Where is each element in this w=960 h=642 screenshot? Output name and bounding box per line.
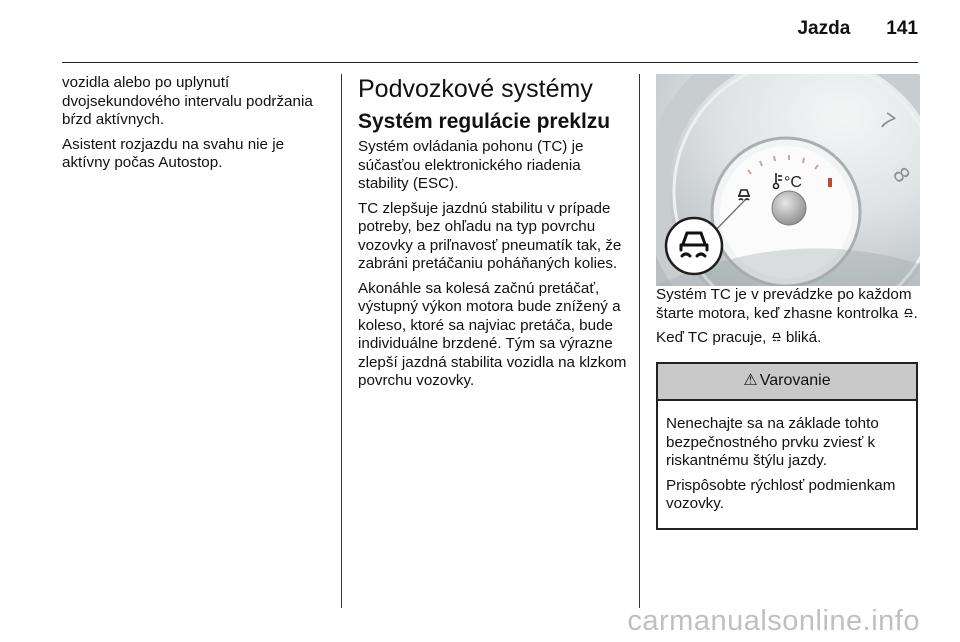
warning-icon: ⚠ xyxy=(743,371,758,389)
paragraph-text: Keď TC pracuje, xyxy=(656,329,767,346)
paragraph: Asistent rozjazdu na svahu nie je aktívny počas Autostop. xyxy=(62,135,285,171)
column-3 xyxy=(656,74,922,530)
caption-end: . xyxy=(913,304,918,322)
traction-control-icon xyxy=(903,308,914,319)
paragraph: vozidla alebo po uplynutí dvojsekundového intervalu podržania bŕzd aktívnych. xyxy=(62,74,313,128)
warning-paragraph: Nenechajte sa na základe tohto bezpečnostného prvku zviesť k riskantnému štýlu jazdy. xyxy=(666,415,879,469)
paragraph-text: bliká. xyxy=(785,329,822,346)
traction-control-icon xyxy=(771,332,782,343)
warning-title: Varovanie xyxy=(759,371,831,389)
gauge-unit-label: °C xyxy=(784,174,802,191)
column-divider-1 xyxy=(341,74,342,608)
paragraph: Akonáhle sa kolesá začnú pretáčať, výstupný výkon motora bude znížený a koleso, ktoré sa najviac pretáča, bude individuálne brzdené. Tým sa výrazne zlepší jazdná stabilita vozidla na klzkom povrchu vozovky. xyxy=(358,279,627,389)
column-divider-2 xyxy=(639,74,640,608)
dial-number-8: 8 xyxy=(887,162,916,187)
page-header xyxy=(797,18,918,40)
warning-paragraph: Prispôsobte rýchlosť podmienkam vozovky. xyxy=(666,476,896,512)
warning-body xyxy=(658,401,916,528)
paragraph xyxy=(656,329,922,348)
section-title: Jazda xyxy=(797,18,851,39)
page-number: 141 xyxy=(886,18,918,39)
column-2 xyxy=(358,74,628,397)
subsection-heading: Systém regulácie preklzu xyxy=(358,110,611,133)
column-1 xyxy=(62,74,332,179)
paragraph: TC zlepšuje jazdnú stabilitu v prípade potreby, bez ohľadu na typ povrchu vozovky a priľnavosť pneumatík tak, že zabráni pretáčaniu poháňaných kolies. xyxy=(358,199,622,272)
section-heading: Podvozkové systémy xyxy=(358,75,593,103)
dashboard-illustration xyxy=(656,74,920,286)
caption-text: Systém TC je v prevádzke po každom štarte motora, keď zhasne kontrolka xyxy=(656,286,912,322)
caption xyxy=(656,286,922,323)
header-rule xyxy=(62,62,918,63)
paragraph: Systém ovládania pohonu (TC) je súčasťou elektronického riadenia stability (ESC). xyxy=(358,138,584,192)
warning-box xyxy=(656,362,918,530)
dial-number-7: 7 xyxy=(875,107,900,136)
warning-header xyxy=(658,364,916,402)
watermark: carmanualsonline.info xyxy=(627,605,920,637)
